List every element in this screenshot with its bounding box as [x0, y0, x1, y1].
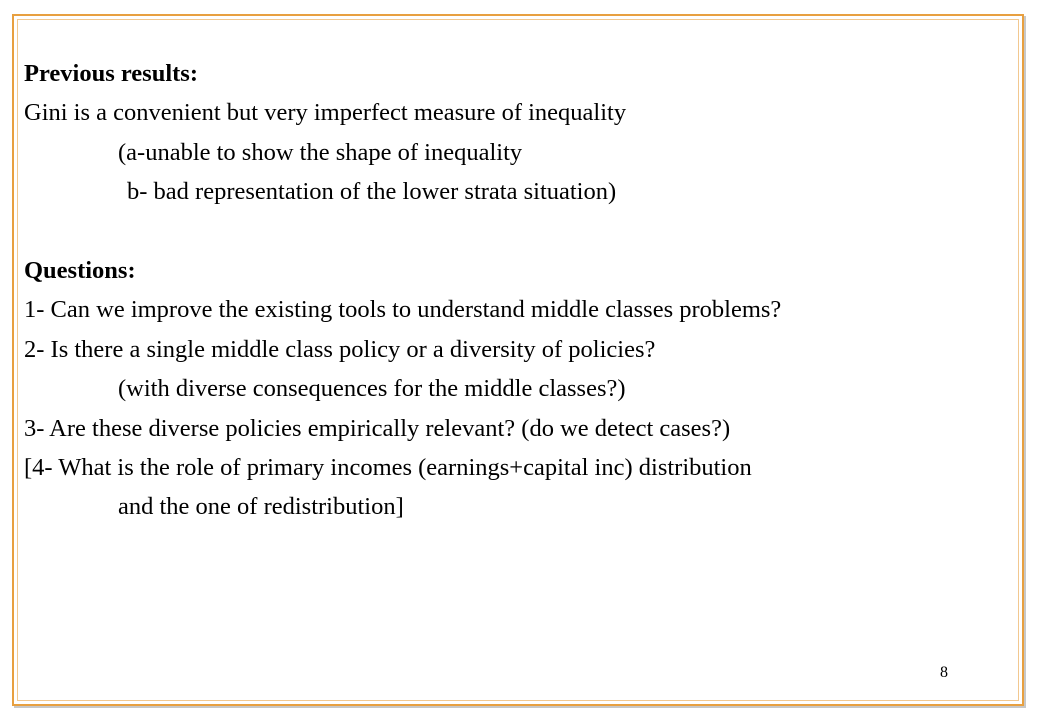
- question-3: 3- Are these diverse policies empirically relevant? (do we detect cases?): [24, 414, 731, 442]
- previous-result-point-a: (a-unable to show the shape of inequality: [118, 138, 523, 166]
- slide-content: [24, 54, 1014, 527]
- previous-result-gini: Gini is a convenient but very imperfect measure of inequality: [24, 99, 627, 127]
- previous-result-point-b: b- bad representation of the lower strata situation): [127, 178, 617, 206]
- question-2-detail: (with diverse consequences for the middle classes?): [118, 375, 626, 403]
- question-1: 1- Can we improve the existing tools to understand middle classes problems?: [24, 296, 782, 324]
- question-2: 2- Is there a single middle class policy or a diversity of policies?: [24, 335, 656, 363]
- question-4: [4- What is the role of primary incomes (earnings+capital inc) distribution: [24, 453, 752, 481]
- page-number: 8: [940, 664, 948, 681]
- question-4-detail: and the one of redistribution]: [118, 493, 404, 521]
- heading-previous-results: Previous results:: [24, 60, 198, 87]
- heading-questions: Questions:: [24, 256, 136, 284]
- section-spacer: [24, 212, 1014, 251]
